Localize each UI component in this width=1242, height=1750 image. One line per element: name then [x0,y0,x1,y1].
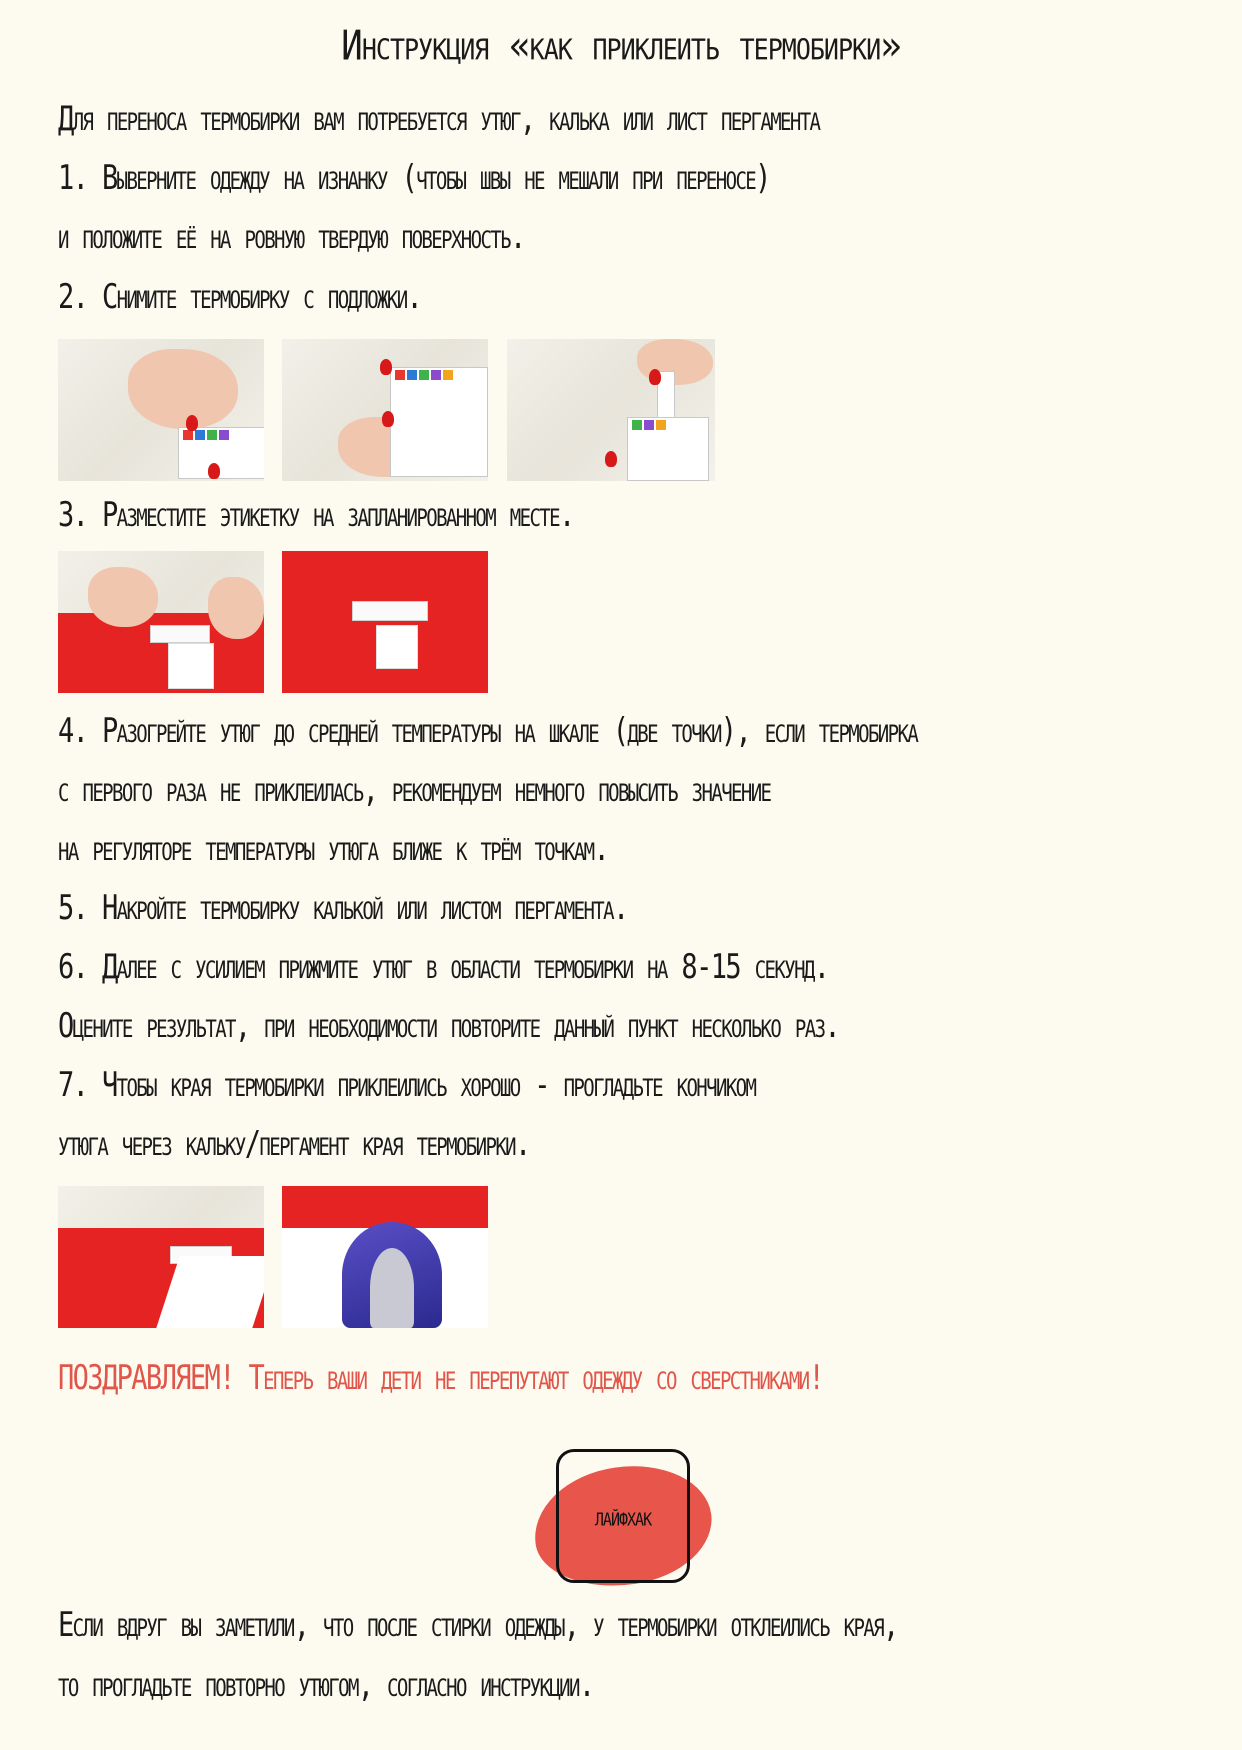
step-3-text: 3. Разместите этикетку на запланированном месте. [58,496,574,535]
step-5-text: 5. Накройте термобирку калькой или листом пергамента. [58,889,628,928]
name-label [352,601,428,621]
lifehack-line-1: Если вдруг вы заметили, что после стирки одежды, у термобирки отклеились края, [58,1606,898,1645]
step-4-line-3: на регуляторе температуры утюга ближе к трём точкам. [58,830,609,869]
step-3-photo-1 [58,551,264,693]
hand-image [128,349,238,429]
congrats-text: ПОЗДРАВЛЯЕМ! Теперь ваши дети не перепутают одежду со сверстниками! [58,1359,824,1398]
step-2-photo-2 [282,339,488,481]
step-1-line-2: и положите её на ровную твердую поверхность. [58,218,525,257]
step-6-line-1: 6. Далее с усилием прижмите утюг в области термобирки на 8-15 секунд. [58,948,829,987]
step-7-line-2: утюга через кальку/пергамент края термобирки. [58,1125,530,1164]
step-7-photo-2 [282,1186,488,1328]
hand-image [208,577,264,639]
step-2-photo-1 [58,339,264,481]
step-4-line-2: с первого раза не приклеилась, рекомендуем немного повысить значение [58,771,771,810]
step-2-text: 2. Снимите термобирку с подложки. [58,278,422,317]
hand-image [88,567,158,627]
label-strip [627,417,709,481]
label-strip [390,367,488,477]
lifehack-line-2: то прогладьте повторно утюгом, согласно инструкции. [58,1666,594,1705]
intro-text: Для переноса термобирки вам потребуется утюг, калька или лист пергамента [58,100,820,139]
shirt-tag [376,625,418,669]
step-3-photo-2 [282,551,488,693]
label-strip [178,427,264,479]
step-4-line-1: 4. Разогрейте утюг до средней температуры на шкале (две точки), если термобирка [58,712,918,751]
shirt-tag [168,643,214,689]
step-6-line-2: Оцените результат, при необходимости повторите данный пункт несколько раз. [58,1007,840,1046]
red-shirt [282,551,488,693]
lifehack-badge-label: лайфхак [594,1502,652,1533]
step-7-photo-1 [58,1186,264,1328]
page-title: Инструкция «как приклеить термобирки» [341,22,901,71]
name-label [150,625,210,643]
step-2-photo-3 [507,339,715,481]
step-7-line-1: 7. Чтобы края термобирки приклеились хорошо - прогладьте кончиком [58,1066,756,1105]
step-1-line-1: 1. Выверните одежду на изнанку (чтобы швы не мешали при переносе) [58,159,770,198]
